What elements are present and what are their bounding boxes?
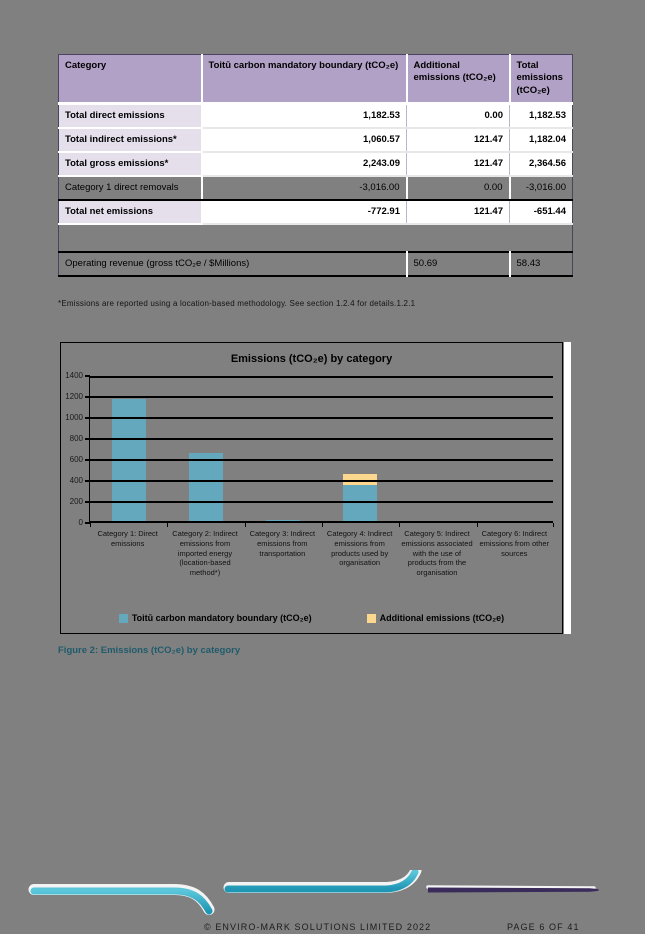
cell-value: -772.91 (202, 200, 407, 224)
x-axis-category-label: Category 5: Indirect emissions associated with the use of products from the organisation (401, 529, 473, 577)
y-tick-label: 1000 (65, 413, 83, 422)
cell-value: -651.44 (510, 200, 573, 224)
x-axis-labels (89, 529, 553, 578)
footer-page-number: PAGE 6 OF 41 (507, 922, 580, 932)
footer-swoosh-middle (228, 871, 416, 890)
table-row-highlighted (59, 176, 573, 200)
y-tick-label: 1400 (65, 371, 83, 380)
cell-value: 121.47 (407, 200, 510, 224)
cell-value: 50.69 (407, 252, 510, 276)
cell-value: 1,060.57 (202, 128, 407, 152)
cell-value: 2,364.56 (510, 152, 573, 176)
y-tick-label: 600 (69, 455, 83, 464)
cell-value: -3,016.00 (510, 176, 573, 200)
cell-value: -3,016.00 (202, 176, 407, 200)
cell-value: 58.43 (510, 252, 573, 276)
row-label: Total gross emissions* (59, 152, 202, 176)
y-tick-label: 800 (69, 434, 83, 443)
col-header-mandatory-boundary: Toitū carbon mandatory boundary (tCO₂e) (202, 55, 407, 104)
footer-swoosh-left (34, 890, 209, 912)
legend-item-additional (367, 613, 505, 623)
row-label: Category 1 direct removals (59, 176, 202, 200)
legend-swatch-blue-icon (119, 614, 128, 623)
x-axis-ticks (90, 523, 553, 527)
footer-copyright: © ENVIRO-MARK SOLUTIONS LIMITED 2022 (204, 922, 432, 932)
row-label: Operating revenue (gross tCO₂e / $Millions) (59, 252, 407, 276)
col-header-total-emissions: Total emissions (tCO₂e) (510, 55, 573, 104)
table-row (59, 128, 573, 152)
table-row-operating-revenue (59, 252, 573, 276)
x-axis-category-label: Category 6: Indirect emissions from other sources (479, 529, 550, 558)
y-tick-label: 400 (69, 476, 83, 485)
emissions-summary-table (58, 54, 573, 277)
figure-caption: Figure 2: Emissions (tCO₂e) by category (58, 645, 241, 656)
y-tick-label: 0 (78, 518, 83, 527)
legend-label: Additional emissions (tCO₂e) (379, 613, 505, 623)
footer-gradient-bar (428, 887, 599, 893)
table-footnote: *Emissions are reported using a location-based methodology. See section 1.2.4 for details.1.2.1 (58, 299, 416, 308)
row-label: Total net emissions (59, 200, 202, 224)
table-row (59, 104, 573, 128)
cell-value: 121.47 (407, 128, 510, 152)
chart-plot-area (89, 376, 553, 523)
bar-segment (343, 485, 377, 523)
cell-value: 121.47 (407, 152, 510, 176)
bar-segment (189, 453, 223, 523)
chart-white-edge (564, 342, 571, 634)
legend-swatch-yellow-icon (367, 614, 376, 623)
cell-value: 0.00 (407, 176, 510, 200)
x-axis-category-label: Category 4: Indirect emissions from products used by organisation (326, 529, 393, 568)
cell-value: 1,182.53 (510, 104, 573, 128)
y-tick-label: 200 (69, 497, 83, 506)
table-row (59, 152, 573, 176)
emissions-bar-chart (60, 342, 563, 634)
x-axis-category-label: Category 3: Indirect emissions from transportation (249, 529, 316, 558)
legend-label: Toitū carbon mandatory boundary (tCO₂e) (131, 613, 312, 623)
chart-title: Emissions (tCO₂e) by category (230, 353, 393, 365)
legend-item-mandatory (119, 613, 312, 623)
x-axis-category-label: Category 2: Indirect emissions from imported energy (location-based method*) (172, 529, 238, 577)
cell-value: 1,182.53 (202, 104, 407, 128)
cell-value: 1,182.04 (510, 128, 573, 152)
table-header-row (59, 55, 573, 104)
y-tick-label: 1200 (65, 392, 83, 401)
col-header-additional-emissions: Additional emissions (tCO₂e) (407, 55, 510, 104)
cell-value: 0.00 (407, 104, 510, 128)
footer-swoosh-decoration (28, 870, 613, 920)
table-row (59, 200, 573, 224)
x-axis-category-label: Category 1: Direct emissions (97, 529, 158, 548)
col-header-category: Category (59, 55, 202, 104)
row-label: Total indirect emissions* (59, 128, 202, 152)
table-spacer-row (59, 224, 573, 252)
cell-value: 2,243.09 (202, 152, 407, 176)
chart-legend (61, 613, 562, 623)
row-label: Total direct emissions (59, 104, 202, 128)
